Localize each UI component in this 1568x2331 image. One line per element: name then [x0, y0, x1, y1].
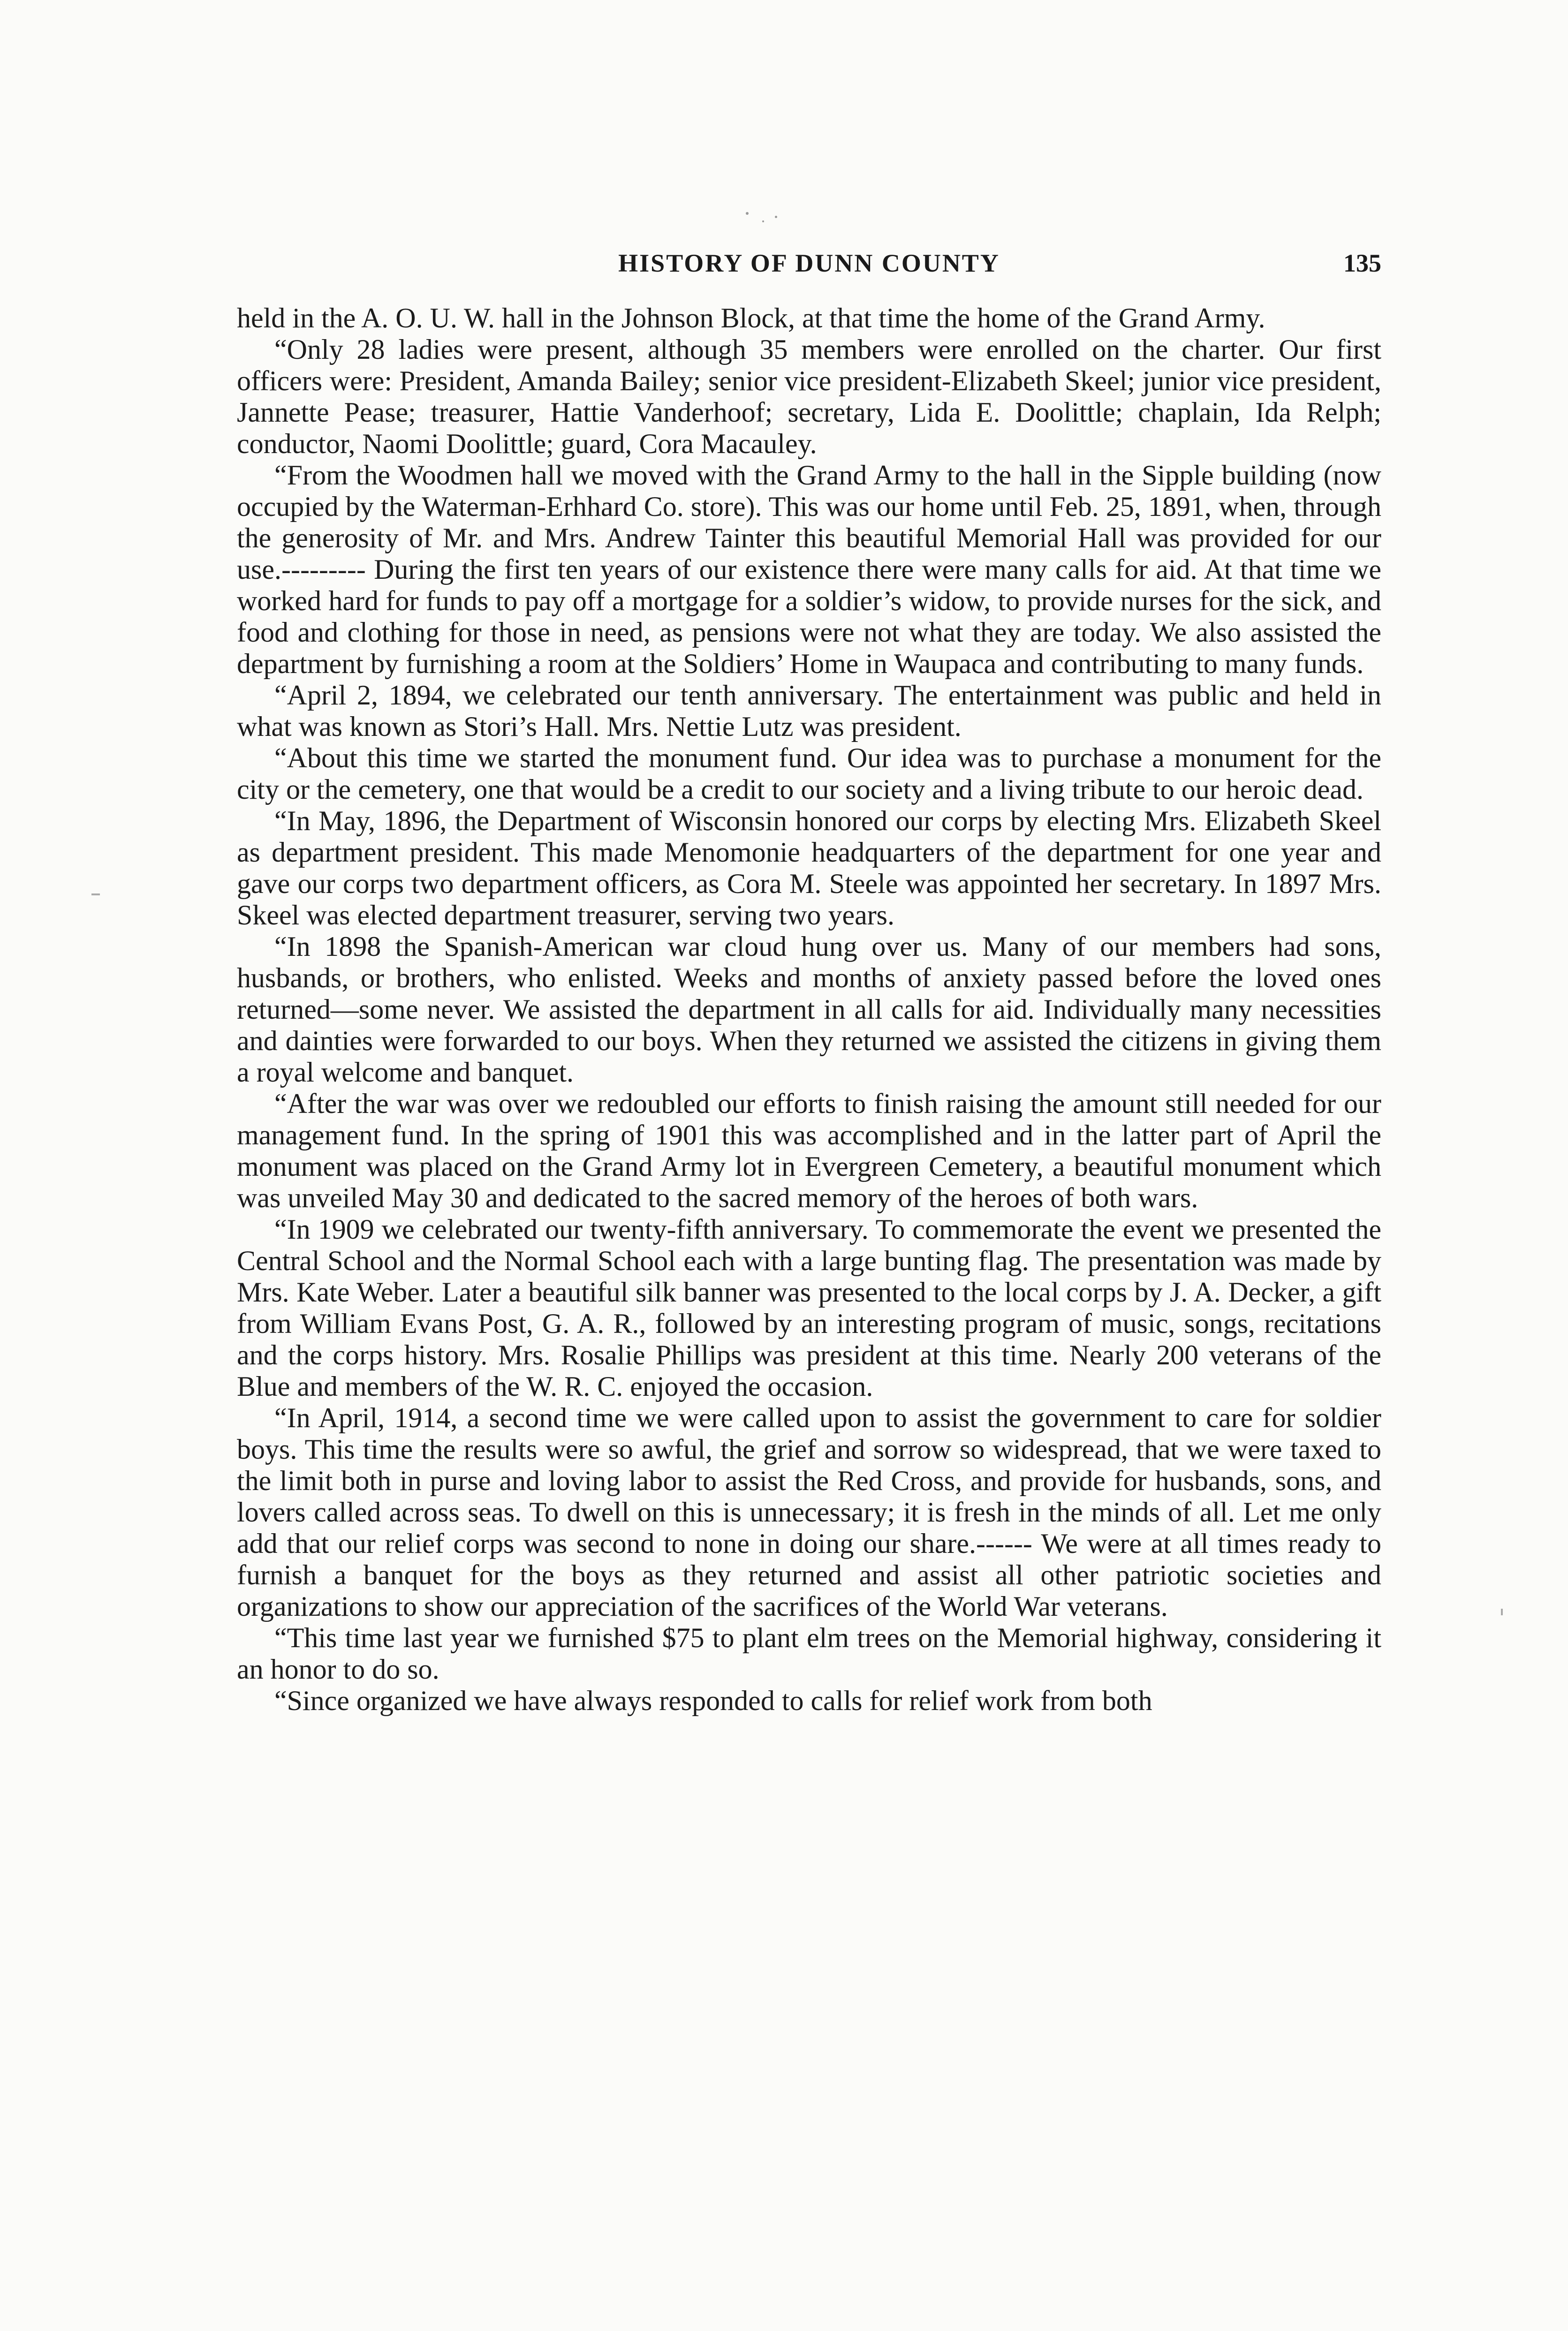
paragraph: “In 1898 the Spanish-American war cloud hung over us. Many of our members had sons, husbands, or brothers, who enlisted. Weeks and months of anxiety passed before the loved ones returned—some never. We assisted the department in all calls for aid. Individually many necessities and dainties were forwarded to our boys. When they returned we assisted the citizens in giving them a royal welcome and banquet. [237, 931, 1381, 1088]
margin-mark [1501, 1609, 1503, 1615]
body-text [237, 303, 1381, 1717]
paragraph: “From the Woodmen hall we moved with the Grand Army to the hall in the Sipple building (now occupied by the Waterman-Erhhard Co. store). This was our home until Feb. 25, 1891, when, through the generosity of Mr. and Mrs. Andrew Tainter this beautiful Memorial Hall was provided for our use.--------- During the first ten years of our existence there were many calls for aid. At that time we worked hard for funds to pay off a mortgage for a soldier’s widow, to provide nurses for the sick, and food and clothing for those in need, as pensions were not what they are today. We also assisted the department by furnishing a room at the Soldiers’ Home in Waupaca and contributing to many funds. [237, 460, 1381, 679]
print-speck [762, 220, 764, 222]
paragraph: “In 1909 we celebrated our twenty-fifth anniversary. To commemorate the event we presented the Central School and the Normal School each with a large bunting flag. The presentation was made by Mrs. Kate Weber. Later a beautiful silk banner was presented to the local corps by J. A. Decker, a gift from William Evans Post, G. A. R., followed by an interesting program of music, songs, recitations and the corps history. Mrs. Rosalie Phillips was president at this time. Nearly 200 veterans of the Blue and members of the W. R. C. enjoyed the occasion. [237, 1214, 1381, 1402]
paragraph: “In April, 1914, a second time we were called upon to assist the government to care for soldier boys. This time the results were so awful, the grief and sorrow so widespread, that we were taxed to the limit both in purse and loving labor to assist the Red Cross, and provide for husbands, sons, and lovers called across seas. To dwell on this is unnecessary; it is fresh in the minds of all. Let me only add that our relief corps was second to none in doing our share.------ We were at all times ready to furnish a banquet for the boys as they returned and assist all other patriotic societies and organizations to show our appreciation of the sacrifices of the World War veterans. [237, 1402, 1381, 1622]
page-number: 135 [1343, 249, 1381, 277]
paragraph: “About this time we started the monument fund. Our idea was to purchase a monument for the city or the cemetery, one that would be a credit to our society and a living tribute to our heroic dead. [237, 742, 1381, 805]
print-speck [746, 212, 749, 215]
paragraph: “Since organized we have always responded to calls for relief work from both [274, 1685, 1152, 1716]
paragraph: “Only 28 ladies were present, although 35 members were enrolled on the charter. Our first officers were: President, Amanda Bailey; senior vice president-Elizabeth Skeel; junior vice president, Jannette Pease; treasurer, Hattie Vanderhoof; secretary, Lida E. Doolittle; chaplain, Ida Relph; conductor, Naomi Doolittle; guard, Cora Macauley. [237, 334, 1381, 459]
paragraph: “In May, 1896, the Department of Wisconsin honored our corps by electing Mrs. Elizabeth Skeel as department president. This made Menomonie headquarters of the department for one year and gave our corps two department officers, as Cora M. Steele was appointed her secretary. In 1897 Mrs. Skeel was elected department treasurer, serving two years. [237, 805, 1381, 931]
running-title: HISTORY OF DUNN COUNTY [618, 249, 1000, 277]
paragraph: held in the A. O. U. W. hall in the Johnson Block, at that time the home of the Grand Army. [237, 303, 1265, 333]
print-speck [775, 216, 777, 218]
paragraph: “April 2, 1894, we celebrated our tenth anniversary. The entertainment was public and held in what was known as Stori’s Hall. Mrs. Nettie Lutz was president. [237, 680, 1381, 742]
paragraph: “This time last year we furnished $75 to plant elm trees on the Memorial highway, considering it an honor to do so. [237, 1622, 1381, 1685]
paragraph: “After the war was over we redoubled our efforts to finish raising the amount still needed for our management fund. In the spring of 1901 this was accomplished and in the latter part of April the monument was placed on the Grand Army lot in Evergreen Cemetery, a beautiful monument which was unveiled May 30 and dedicated to the sacred memory of the heroes of both wars. [237, 1088, 1381, 1213]
running-head [237, 249, 1381, 286]
margin-mark [91, 893, 100, 895]
